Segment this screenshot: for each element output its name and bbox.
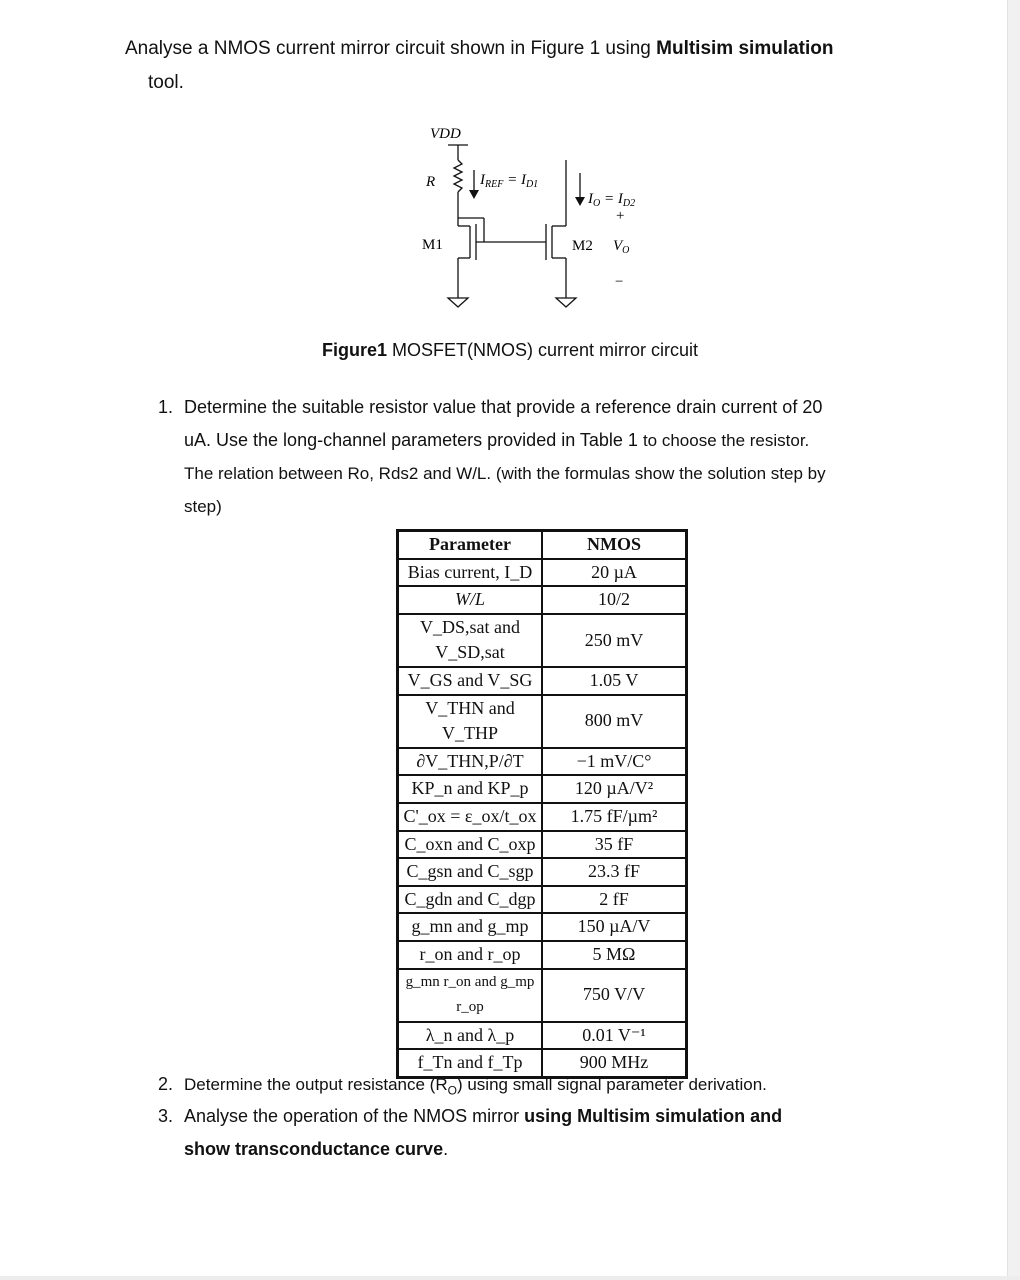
table-row: KP_n and KP_p 120 µA/V² (398, 775, 686, 803)
table-row: V_GS and V_SG 1.05 V (398, 667, 686, 695)
iref-label: $I_{REF} = I_{D1}$ (480, 172, 539, 190)
table-row: C_oxn and C_oxp 35 fF (398, 831, 686, 859)
table-row: f_Tn and f_Tp 900 MHz (398, 1049, 686, 1077)
minus-label: − (615, 274, 624, 290)
figure-caption: Figure1 MOSFET(NMOS) current mirror circuit (321, 340, 699, 360)
parameter-table (396, 529, 688, 1079)
page-frame-bottom (0, 1276, 1020, 1280)
vdd-label: VDD (430, 126, 461, 142)
intro-text: Analyse a NMOS current mirror circuit shown in Figure 1 using Multisim simulation (125, 38, 834, 59)
table-row: W/L 10/2 (398, 586, 686, 614)
table-row: ∂V_THN,P/∂T −1 mV/C° (398, 748, 686, 776)
page-frame-right (1007, 0, 1020, 1280)
io-label: $I_O = I_{D2}$ (588, 191, 636, 209)
intro-text-line2: tool. (148, 72, 184, 93)
current-mirror-circuit (410, 118, 660, 313)
table-row: g_mn r_on and g_mp r_op 750 V/V (398, 969, 686, 1022)
m1-label: M1 (422, 237, 443, 253)
header-nmos: NMOS (542, 531, 686, 559)
resistor-label: R (426, 174, 436, 190)
table-row: C'_ox = ε_ox/t_ox 1.75 fF/µm² (398, 803, 686, 831)
m2-label: M2 (572, 238, 593, 254)
table-row: C_gdn and C_dgp 2 fF (398, 886, 686, 914)
table-row: r_on and r_op 5 MΩ (398, 941, 686, 969)
table-row: V_THN and V_THP 800 mV (398, 695, 686, 748)
table-row: λ_n and λ_p 0.01 V⁻¹ (398, 1022, 686, 1050)
plus-label: + (616, 208, 625, 224)
header-parameter: Parameter (398, 531, 542, 559)
table-row: Bias current, I_D 20 µA (398, 559, 686, 587)
table-row: g_mn and g_mp 150 µA/V (398, 913, 686, 941)
table-row: C_gsn and C_sgp 23.3 fF (398, 858, 686, 886)
vo-label: $V_O$ (613, 238, 630, 256)
table-row: V_DS,sat and V_SD,sat 250 mV (398, 614, 686, 667)
table-header-row (398, 531, 686, 559)
